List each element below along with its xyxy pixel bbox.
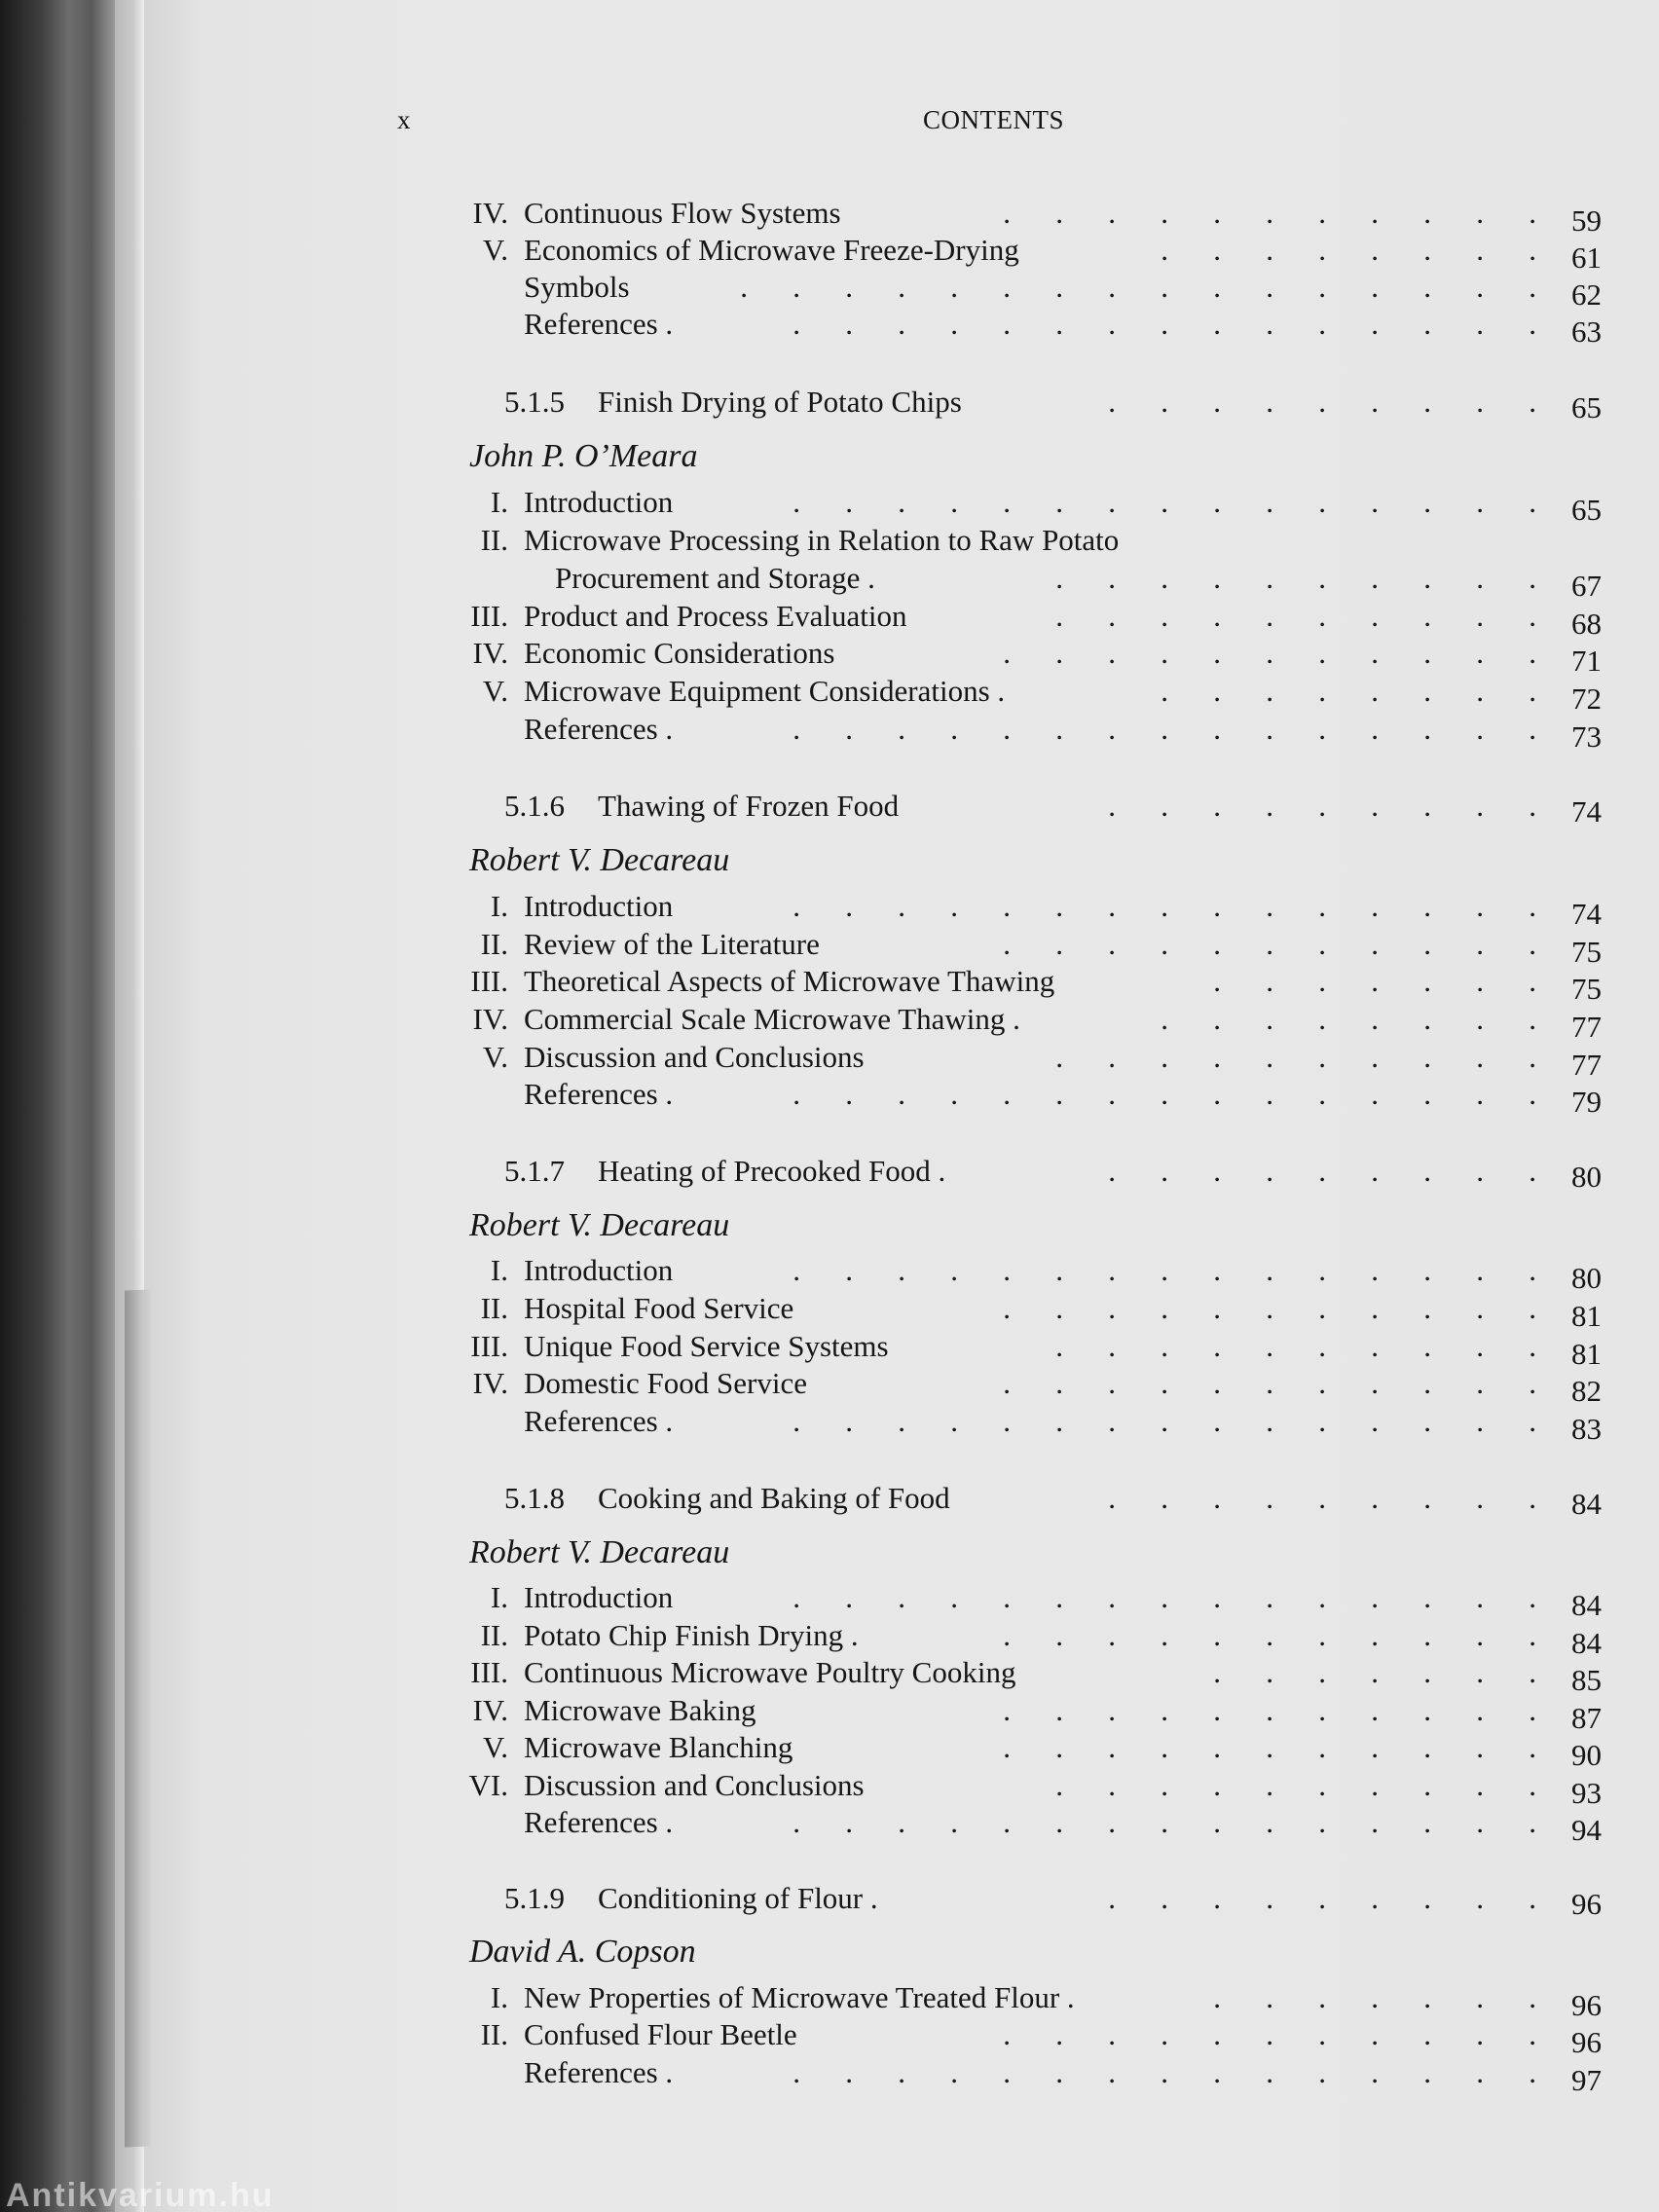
entry-title: Domestic Food Service <box>524 1366 808 1400</box>
toc-entry <box>0 1979 1659 2022</box>
dot-leader: . . . . . . . . <box>1161 1002 1536 1036</box>
page-number: 71 <box>1571 644 1602 678</box>
toc-section-heading <box>0 787 1659 829</box>
section-title: Finish Drying of Potato Chips <box>598 385 962 419</box>
toc-entry <box>0 560 1659 603</box>
running-head-title: CONTENTS <box>923 105 1064 134</box>
toc-entry <box>0 1252 1659 1295</box>
entry-title: Unique Food Service Systems <box>524 1329 889 1363</box>
dot-leader: . . . . . . . . . . . <box>1003 1291 1536 1325</box>
dot-leader: . . . . . . . . . . . <box>1003 1693 1536 1727</box>
entry-numeral: III. <box>470 599 508 633</box>
toc-entry <box>0 1076 1659 1119</box>
toc-entry <box>0 484 1659 527</box>
section-number: 5.1.5 <box>504 385 565 419</box>
toc-entry <box>0 1804 1659 1847</box>
entry-numeral: II. <box>480 1291 508 1325</box>
dot-leader: . . . . . . . . . <box>1108 789 1536 823</box>
toc-entry <box>0 711 1659 754</box>
page-number: 96 <box>1571 1887 1602 1921</box>
toc-entry <box>0 673 1659 716</box>
entry-title: Discussion and Conclusions <box>524 1040 865 1074</box>
page-number: 96 <box>1571 2025 1602 2059</box>
toc-entry <box>0 598 1659 641</box>
entry-numeral: I. <box>490 1580 508 1614</box>
page-number: 81 <box>1571 1299 1602 1333</box>
dot-leader: . . . . . . . <box>1213 964 1536 998</box>
entry-numeral: III. <box>470 1655 508 1689</box>
entry-title: Continuous Flow Systems <box>524 196 841 230</box>
entry-title: References . <box>524 307 674 341</box>
entry-title: References . <box>524 1805 674 1839</box>
entry-numeral: VI. <box>468 1768 508 1802</box>
dot-leader: . . . . . . . . . <box>1108 385 1536 419</box>
entry-title: Microwave Blanching <box>524 1730 793 1764</box>
toc-entry <box>0 232 1659 275</box>
toc-section-heading <box>0 383 1659 422</box>
section-number: 5.1.6 <box>504 789 565 823</box>
entry-numeral: IV. <box>472 636 508 670</box>
entry-numeral: IV. <box>472 1002 508 1036</box>
entry-title: Introduction <box>524 485 674 519</box>
entry-title: Symbols <box>524 270 630 304</box>
dot-leader: . . . . . . . <box>1213 1655 1536 1689</box>
entry-title: New Properties of Microwave Treated Flour . <box>524 1980 1075 2014</box>
dot-leader: . . . . . . . . . . . . . . . . <box>740 270 1536 304</box>
entry-title: Economics of Microwave Freeze-Drying <box>524 233 1019 267</box>
page-number: 68 <box>1571 607 1602 641</box>
entry-numeral: V. <box>482 233 508 267</box>
section-title: Thawing of Frozen Food <box>598 789 900 823</box>
page-number: 77 <box>1571 1010 1602 1044</box>
toc-entry <box>0 1403 1659 1446</box>
entry-title: Microwave Processing in Relation to Raw Potato <box>524 523 1120 557</box>
dot-leader: . . . . . . . . . . . . . . . <box>793 2055 1536 2089</box>
dot-leader: . . . . . . . . . . . <box>1003 927 1536 961</box>
toc-entry <box>0 635 1659 678</box>
dot-leader: . . . . . . . . . . . . . . . <box>793 1404 1536 1438</box>
dot-leader: . . . . . . . . . <box>1108 1154 1536 1188</box>
page-number: 73 <box>1571 719 1602 754</box>
page-number: 85 <box>1571 1663 1602 1697</box>
entry-title: Potato Chip Finish Drying . <box>524 1618 859 1652</box>
toc-entry <box>0 1579 1659 1622</box>
dot-leader: . . . . . . . . . . . . . . . <box>793 307 1536 341</box>
section-title: Cooking and Baking of Food <box>598 1481 950 1515</box>
dot-leader: . . . . . . . . . . . . . . . <box>793 712 1536 746</box>
entry-title: Confused Flour Beetle <box>524 2017 797 2051</box>
toc-entry <box>0 1365 1659 1408</box>
section-number: 5.1.7 <box>504 1154 565 1188</box>
entry-title: Hospital Food Service <box>524 1291 794 1325</box>
toc-entry <box>0 1692 1659 1735</box>
dot-leader: . . . . . . . . . . . . . . . <box>793 889 1536 923</box>
toc-entry <box>0 2016 1659 2059</box>
toc-entry <box>0 1729 1659 1772</box>
page-number: 80 <box>1571 1160 1602 1194</box>
chapter-author: John P. O’Meara <box>469 438 698 474</box>
dot-leader: . . . . . . . . . . <box>1055 1040 1536 1074</box>
page-number: 84 <box>1571 1487 1602 1521</box>
dot-leader: . . . . . . . . . . <box>1055 1329 1536 1363</box>
page-number: 61 <box>1571 240 1602 275</box>
section-number: 5.1.9 <box>504 1881 565 1915</box>
toc-entry <box>0 306 1659 349</box>
page-number: 77 <box>1571 1048 1602 1082</box>
entry-numeral: I. <box>490 1253 508 1287</box>
page-number: 84 <box>1571 1626 1602 1660</box>
page-number: 93 <box>1571 1776 1602 1810</box>
toc-section-heading <box>0 1879 1659 1921</box>
toc-entry <box>0 1328 1659 1371</box>
entry-title: References . <box>524 1077 674 1111</box>
entry-title: Introduction <box>524 1253 674 1287</box>
toc-entry <box>0 522 1659 559</box>
dot-leader: . . . . . . . . <box>1161 674 1536 708</box>
dot-leader: . . . . . . . . . <box>1108 1481 1536 1515</box>
toc-entry <box>0 269 1659 312</box>
toc-entry <box>0 888 1659 931</box>
entry-title: Product and Process Evaluation <box>524 599 907 633</box>
toc-entry <box>0 2054 1659 2097</box>
toc-entry <box>0 1290 1659 1333</box>
entry-title: Procurement and Storage . <box>555 561 875 595</box>
dot-leader: . . . . . . . . . . . . . . . <box>793 1077 1536 1111</box>
page-number: 63 <box>1571 314 1602 349</box>
page-number: 90 <box>1571 1738 1602 1772</box>
toc-entry <box>0 195 1659 238</box>
chapter-author: Robert V. Decareau <box>469 842 730 878</box>
page-number: 97 <box>1571 2063 1602 2097</box>
dot-leader: . . . . . . . . . . . <box>1003 1618 1536 1652</box>
dot-leader: . . . . . . . <box>1213 1980 1536 2014</box>
entry-title: References . <box>524 1404 674 1438</box>
entry-title: Review of the Literature <box>524 927 820 961</box>
dot-leader: . . . . . . . . . . . <box>1003 2017 1536 2051</box>
page-number: 96 <box>1571 1988 1602 2022</box>
toc-entry <box>0 926 1659 969</box>
dot-leader: . . . . . . . . <box>1161 233 1536 267</box>
page-number: 65 <box>1571 493 1602 527</box>
toc-entry <box>0 1039 1659 1082</box>
section-title: Conditioning of Flour . <box>598 1881 878 1915</box>
page-number: 80 <box>1571 1261 1602 1295</box>
page-number: 84 <box>1571 1588 1602 1622</box>
entry-title: Introduction <box>524 889 674 923</box>
entry-title: Microwave Baking <box>524 1693 756 1727</box>
entry-title: Continuous Microwave Poultry Cooking <box>524 1655 1016 1689</box>
entry-title: Economic Considerations <box>524 636 835 670</box>
toc-section-heading <box>0 1479 1659 1521</box>
dot-leader: . . . . . . . . . . . <box>1003 196 1536 230</box>
entry-numeral: V. <box>482 1730 508 1764</box>
dot-leader: . . . . . . . . . . . <box>1003 1730 1536 1764</box>
toc-section-heading <box>0 1152 1659 1194</box>
entry-title: Discussion and Conclusions <box>524 1768 865 1802</box>
page-number: 62 <box>1571 277 1602 312</box>
entry-title: Introduction <box>524 1580 674 1614</box>
page-number: 74 <box>1571 794 1602 829</box>
entry-title: References . <box>524 712 674 746</box>
entry-title: Commercial Scale Microwave Thawing . <box>524 1002 1020 1036</box>
page-folio: x <box>397 105 411 134</box>
dot-leader: . . . . . . . . . . . . . . . <box>793 1805 1536 1839</box>
page-number: 65 <box>1571 390 1602 424</box>
page-number: 67 <box>1571 569 1602 603</box>
page-number: 75 <box>1571 972 1602 1006</box>
chapter-author: Robert V. Decareau <box>469 1534 730 1570</box>
entry-numeral: IV. <box>472 1366 508 1400</box>
entry-numeral: V. <box>482 1040 508 1074</box>
entry-numeral: IV. <box>472 196 508 230</box>
entry-numeral: II. <box>480 2017 508 2051</box>
entry-title: References . <box>524 2055 674 2089</box>
dot-leader: . . . . . . . . . . . . . . . <box>793 1580 1536 1614</box>
entry-numeral: II. <box>480 927 508 961</box>
page-number: 81 <box>1571 1337 1602 1371</box>
page-number: 75 <box>1571 935 1602 969</box>
entry-numeral: II. <box>480 523 508 557</box>
dot-leader: . . . . . . . . . . <box>1055 561 1536 595</box>
page-number: 59 <box>1571 203 1602 238</box>
dot-leader: . . . . . . . . . . . <box>1003 636 1536 670</box>
toc-entry <box>0 1767 1659 1810</box>
page-number: 94 <box>1571 1813 1602 1847</box>
entry-numeral: V. <box>482 674 508 708</box>
entry-numeral: I. <box>490 485 508 519</box>
chapter-author: Robert V. Decareau <box>469 1207 730 1243</box>
page-number: 74 <box>1571 897 1602 931</box>
entry-numeral: I. <box>490 889 508 923</box>
entry-numeral: II. <box>480 1618 508 1652</box>
watermark: Antikvarium.hu <box>6 2177 275 2212</box>
entry-numeral: III. <box>470 964 508 998</box>
toc-entry <box>0 1001 1659 1044</box>
entry-title: Microwave Equipment Considerations . <box>524 674 1006 708</box>
section-title: Heating of Precooked Food . <box>598 1154 946 1188</box>
section-number: 5.1.8 <box>504 1481 565 1515</box>
dot-leader: . . . . . . . . . . <box>1055 1768 1536 1802</box>
chapter-author: David A. Copson <box>469 1934 696 1970</box>
dot-leader: . . . . . . . . . <box>1108 1881 1536 1915</box>
page-number: 87 <box>1571 1701 1602 1735</box>
entry-numeral: IV. <box>472 1693 508 1727</box>
entry-numeral: I. <box>490 1980 508 2014</box>
dot-leader: . . . . . . . . . . . . . . . <box>793 1253 1536 1287</box>
page-number: 83 <box>1571 1412 1602 1446</box>
toc-entry <box>0 963 1659 1006</box>
dot-leader: . . . . . . . . . . <box>1055 599 1536 633</box>
entry-numeral: III. <box>470 1329 508 1363</box>
page-number: 72 <box>1571 682 1602 716</box>
toc-entry <box>0 1654 1659 1697</box>
page-number: 82 <box>1571 1374 1602 1408</box>
entry-title: Theoretical Aspects of Microwave Thawing <box>524 964 1055 998</box>
dot-leader: . . . . . . . . . . . . . . . <box>793 485 1536 519</box>
toc-entry <box>0 1617 1659 1660</box>
dot-leader: . . . . . . . . . . . <box>1003 1366 1536 1400</box>
page-number: 79 <box>1571 1085 1602 1119</box>
